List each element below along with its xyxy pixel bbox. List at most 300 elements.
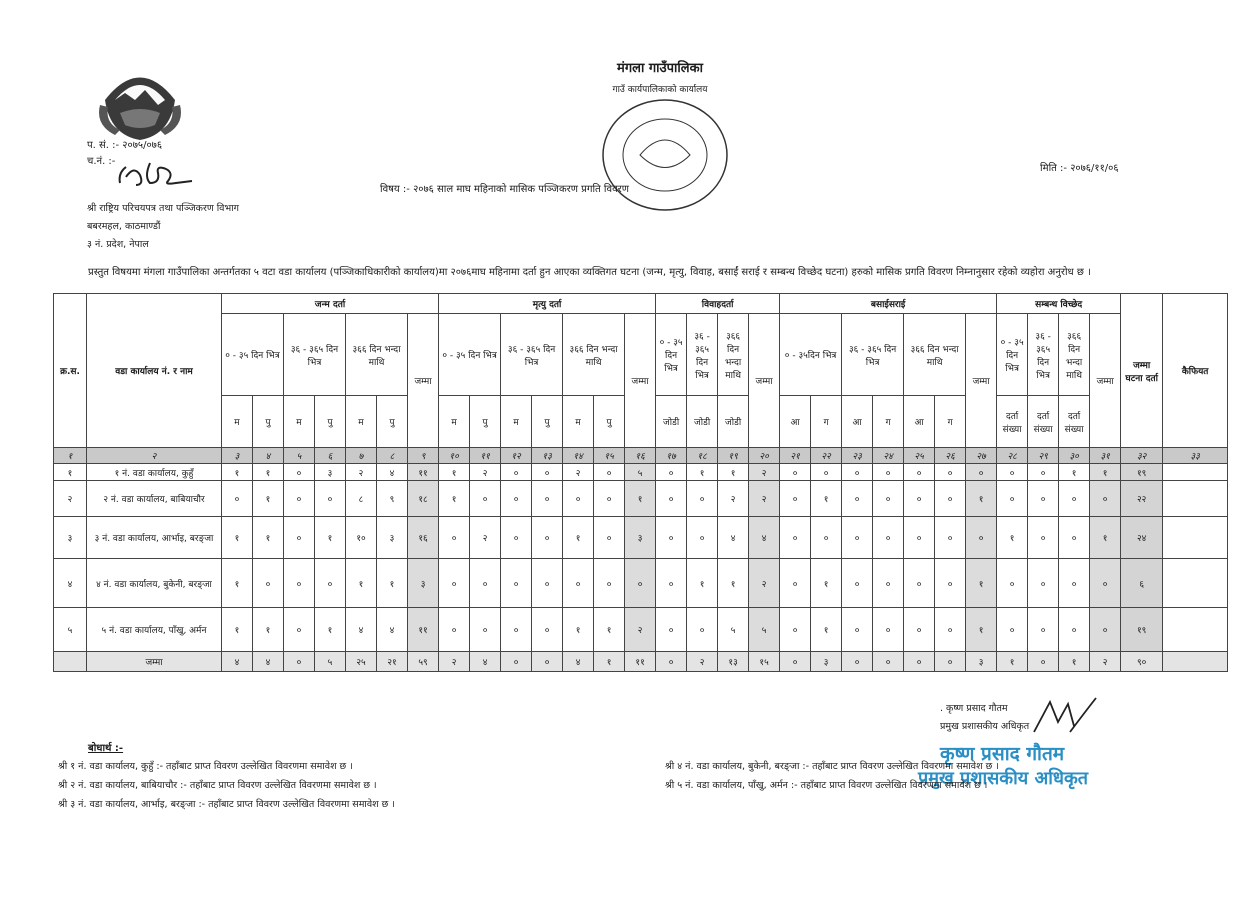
column-index-cell: १३ bbox=[532, 448, 563, 464]
column-index-cell: १२ bbox=[501, 448, 532, 464]
intro-paragraph: प्रस्तुत विषयमा मंगला गाउँपालिका अन्तर्गतका ५ वटा वडा कार्यालय (पञ्जिकाधिकारीको कार्यालय)मा २०७६माघ महिनामा दर्ता हुन आएका व्यक्तिगत घटना (जन्म, मृत्यु, विवाह, बसाईं सराई र सम्बन्ध विच्छेद घटना) हरुको मासिक प्रगति विवरण निम्नानुसार रहेको व्यहोरा अनुरोध छ । bbox=[88, 267, 1091, 278]
period-0-35: ० - ३५दिन भित्र bbox=[780, 314, 842, 396]
table-row bbox=[54, 464, 1228, 481]
row-value: ० bbox=[966, 517, 997, 559]
row-ward-name: १ नं. वडा कार्यालय, कुहुँ bbox=[87, 464, 222, 481]
dispatch-number-handwritten bbox=[116, 155, 196, 189]
column-index-cell: २४ bbox=[873, 448, 904, 464]
subject-line: विषय :- २०७६ साल माघ महिनाको मासिक पञ्जिकरण प्रगति विवरण bbox=[380, 184, 629, 195]
row-value: ३ bbox=[408, 559, 439, 608]
total-value: ० bbox=[780, 652, 811, 672]
row-value: १ bbox=[811, 559, 842, 608]
row-value: ० bbox=[904, 559, 935, 608]
period-36-365: ३६ - ३६५ दिन भित्र bbox=[1028, 314, 1059, 396]
row-value: १ bbox=[377, 559, 408, 608]
row-value: २ bbox=[749, 481, 780, 517]
row-remarks bbox=[1163, 464, 1228, 481]
column-index-cell: १९ bbox=[718, 448, 749, 464]
total-value: ० bbox=[532, 652, 563, 672]
row-value: ० bbox=[656, 559, 687, 608]
row-value: १ bbox=[439, 464, 470, 481]
row-value: ० bbox=[439, 559, 470, 608]
row-value: १ bbox=[966, 559, 997, 608]
row-value: ० bbox=[873, 464, 904, 481]
total-value: २१ bbox=[377, 652, 408, 672]
column-index-cell: १८ bbox=[687, 448, 718, 464]
ref-number: प. सं. :- २०७५/०७६ bbox=[87, 140, 163, 151]
row-sn: १ bbox=[54, 464, 87, 481]
government-emblem bbox=[90, 55, 190, 145]
row-value: ० bbox=[780, 481, 811, 517]
total-row-label: जम्मा bbox=[87, 652, 222, 672]
table-row bbox=[54, 517, 1228, 559]
total-value: ० bbox=[656, 652, 687, 672]
column-index-cell: २२ bbox=[811, 448, 842, 464]
header-ward: वडा कार्यालय नं. र नाम bbox=[87, 294, 222, 448]
notes-right bbox=[665, 757, 999, 795]
row-value: १ bbox=[439, 481, 470, 517]
row-value: ० bbox=[873, 608, 904, 652]
row-value: ० bbox=[842, 481, 873, 517]
row-value: ० bbox=[904, 481, 935, 517]
row-value: १ bbox=[687, 464, 718, 481]
row-value: ० bbox=[532, 608, 563, 652]
period-366-plus: ३६६ दिन भन्दा माथि bbox=[346, 314, 408, 396]
row-value: १ bbox=[346, 559, 377, 608]
header-divorce: सम्बन्ध विच्छेद bbox=[997, 294, 1121, 314]
row-value: ० bbox=[811, 517, 842, 559]
row-value: ० bbox=[532, 481, 563, 517]
row-value: ० bbox=[1028, 464, 1059, 481]
period-0-35: ० - ३५ दिन भित्र bbox=[656, 314, 687, 396]
row-value: १ bbox=[253, 481, 284, 517]
row-value: ० bbox=[625, 559, 656, 608]
row-value: ० bbox=[532, 464, 563, 481]
row-value: २ bbox=[470, 517, 501, 559]
row-sn: ३ bbox=[54, 517, 87, 559]
row-grand-total: २२ bbox=[1121, 481, 1163, 517]
dispatch-number: च.नं. :- bbox=[87, 156, 116, 167]
row-grand-total: १९ bbox=[1121, 464, 1163, 481]
row-value: ० bbox=[873, 559, 904, 608]
signatory-name: . कृष्ण प्रसाद गौतम bbox=[940, 703, 1008, 714]
row-value: ० bbox=[904, 517, 935, 559]
total-row bbox=[54, 652, 1228, 672]
header-remarks: कैफियत bbox=[1163, 294, 1228, 448]
row-value: १८ bbox=[408, 481, 439, 517]
sub-male: म bbox=[222, 396, 253, 448]
row-value: ० bbox=[780, 464, 811, 481]
column-index-cell: ६ bbox=[315, 448, 346, 464]
period-36-365: ३६ - ३६५ दिन भित्र bbox=[284, 314, 346, 396]
row-value: ५ bbox=[625, 464, 656, 481]
row-value: ० bbox=[873, 517, 904, 559]
sub-g: ग bbox=[935, 396, 966, 448]
row-value: १ bbox=[811, 608, 842, 652]
note-line: श्री २ नं. वडा कार्यालय, बाबियाचौर :- तहाँबाट प्राप्त विवरण उल्लेखित विवरणमा समावेश छ । bbox=[58, 780, 377, 791]
row-value: ० bbox=[1028, 608, 1059, 652]
row-remarks bbox=[1163, 559, 1228, 608]
row-value: ० bbox=[780, 608, 811, 652]
column-index-cell: ३३ bbox=[1163, 448, 1228, 464]
sub-male: म bbox=[501, 396, 532, 448]
row-value: ० bbox=[842, 608, 873, 652]
total-value: ० bbox=[904, 652, 935, 672]
row-value: ४ bbox=[346, 608, 377, 652]
row-value: ० bbox=[687, 517, 718, 559]
column-index-cell: १४ bbox=[563, 448, 594, 464]
office-seal bbox=[590, 95, 740, 225]
row-value: ० bbox=[222, 481, 253, 517]
row-value: ० bbox=[904, 608, 935, 652]
period-366-plus: ३६६ दिन भन्दा माथि bbox=[563, 314, 625, 396]
period-366-plus: ३६६ दिन भन्दा माथि bbox=[718, 314, 749, 396]
row-value: १ bbox=[966, 608, 997, 652]
total-value: ० bbox=[935, 652, 966, 672]
row-value: ० bbox=[656, 481, 687, 517]
row-value: १ bbox=[811, 481, 842, 517]
row-value: ० bbox=[315, 481, 346, 517]
column-index-cell: ८ bbox=[377, 448, 408, 464]
row-value: २ bbox=[749, 464, 780, 481]
row-value: ० bbox=[563, 481, 594, 517]
row-value: ० bbox=[780, 559, 811, 608]
row-grand-total: ६ bbox=[1121, 559, 1163, 608]
sub-male: म bbox=[563, 396, 594, 448]
note-title: बोधार्थ :- bbox=[88, 743, 124, 754]
row-value: ० bbox=[1028, 517, 1059, 559]
signature-mark bbox=[1030, 692, 1100, 740]
row-value: ४ bbox=[377, 464, 408, 481]
total-value: ९० bbox=[1121, 652, 1163, 672]
total-value: ५ bbox=[315, 652, 346, 672]
row-value: १ bbox=[222, 608, 253, 652]
header-grand-total: जम्मा घटना दर्ता bbox=[1121, 294, 1163, 448]
office-title: मंगला गाउँपालिका bbox=[617, 61, 703, 76]
row-value: ० bbox=[1090, 559, 1121, 608]
row-value: ० bbox=[1028, 559, 1059, 608]
table-row bbox=[54, 608, 1228, 652]
total-value: ३ bbox=[811, 652, 842, 672]
row-value: १ bbox=[315, 608, 346, 652]
row-value: ० bbox=[842, 517, 873, 559]
total-value: १३ bbox=[718, 652, 749, 672]
sub-male: म bbox=[346, 396, 377, 448]
sub-a: आ bbox=[842, 396, 873, 448]
row-value: ० bbox=[284, 517, 315, 559]
total-value: २ bbox=[1090, 652, 1121, 672]
office-subtitle: गाउँ कार्यपालिकाको कार्यालय bbox=[612, 85, 708, 95]
row-value: १ bbox=[687, 559, 718, 608]
blue-stamp-name: कृष्ण प्रसाद गौतम bbox=[940, 743, 1065, 765]
row-value: ० bbox=[439, 517, 470, 559]
column-index-cell: ४ bbox=[253, 448, 284, 464]
row-value: ० bbox=[935, 559, 966, 608]
marriage-total-header: जम्मा bbox=[749, 314, 780, 448]
row-value: ० bbox=[1028, 481, 1059, 517]
sub-g: ग bbox=[811, 396, 842, 448]
row-value: ११ bbox=[408, 464, 439, 481]
note-line: श्री १ नं. वडा कार्यालय, कुहुँ :- तहाँबाट प्राप्त विवरण उल्लेखित विवरणमा समावेश छ । bbox=[58, 761, 353, 772]
row-value: ० bbox=[935, 608, 966, 652]
period-36-365: ३६ - ३६५ दिन भित्र bbox=[687, 314, 718, 396]
sub-count: दर्ता संख्या bbox=[1059, 396, 1090, 448]
total-value: १ bbox=[1059, 652, 1090, 672]
row-value: ३ bbox=[315, 464, 346, 481]
row-value: ४ bbox=[749, 517, 780, 559]
column-index-cell: १ bbox=[54, 448, 87, 464]
row-ward-name: ४ नं. वडा कार्यालय, बुकेनी, बरङ्जा bbox=[87, 559, 222, 608]
total-value: २ bbox=[687, 652, 718, 672]
row-value: ० bbox=[656, 608, 687, 652]
column-index-cell: ७ bbox=[346, 448, 377, 464]
row-value: ३ bbox=[625, 517, 656, 559]
recipient-line: ३ नं. प्रदेश, नेपाल bbox=[87, 239, 149, 250]
period-0-35: ० - ३५ दिन भित्र bbox=[997, 314, 1028, 396]
row-value: १ bbox=[222, 559, 253, 608]
column-index-cell: १६ bbox=[625, 448, 656, 464]
row-value: ९ bbox=[377, 481, 408, 517]
row-value: ० bbox=[532, 517, 563, 559]
row-value: ० bbox=[966, 464, 997, 481]
sub-couple: जोडी bbox=[687, 396, 718, 448]
row-value: १ bbox=[718, 559, 749, 608]
column-index-cell: २० bbox=[749, 448, 780, 464]
row-value: ० bbox=[1059, 517, 1090, 559]
row-ward-name: ३ नं. वडा कार्यालय, आर्भाइ, बरङ्जा bbox=[87, 517, 222, 559]
row-value: ० bbox=[501, 559, 532, 608]
sub-male: म bbox=[284, 396, 315, 448]
row-sn: ५ bbox=[54, 608, 87, 652]
row-value: ० bbox=[253, 559, 284, 608]
column-index-row bbox=[54, 448, 1228, 464]
row-ward-name: २ नं. वडा कार्यालय, बाबियाचौर bbox=[87, 481, 222, 517]
row-value: ० bbox=[1059, 559, 1090, 608]
sub-female: पु bbox=[377, 396, 408, 448]
column-index-cell: २ bbox=[87, 448, 222, 464]
row-value: ० bbox=[687, 481, 718, 517]
row-value: ० bbox=[594, 464, 625, 481]
period-366-plus: ३६६ दिन भन्दा माथि bbox=[904, 314, 966, 396]
row-grand-total: १९ bbox=[1121, 608, 1163, 652]
row-value: ० bbox=[997, 464, 1028, 481]
recipient-line: बबरमहल, काठमाण्डौं bbox=[87, 221, 161, 232]
row-value: १ bbox=[563, 608, 594, 652]
total-value: १ bbox=[594, 652, 625, 672]
row-value: ० bbox=[997, 559, 1028, 608]
row-value: ० bbox=[439, 608, 470, 652]
row-value: १ bbox=[625, 481, 656, 517]
row-value: ० bbox=[284, 481, 315, 517]
row-value: १ bbox=[594, 608, 625, 652]
row-value: २ bbox=[346, 464, 377, 481]
migration-total-header: जम्मा bbox=[966, 314, 997, 448]
header-marriage: विवाहदर्ता bbox=[656, 294, 780, 314]
sub-female: पु bbox=[315, 396, 346, 448]
row-value: १ bbox=[1090, 464, 1121, 481]
row-value: १ bbox=[1059, 464, 1090, 481]
row-value: १ bbox=[563, 517, 594, 559]
row-value: ० bbox=[842, 559, 873, 608]
row-remarks bbox=[1163, 481, 1228, 517]
row-value: ४ bbox=[377, 608, 408, 652]
note-line: श्री ४ नं. वडा कार्यालय, बुकेनी, बरङ्जा :- तहाँबाट प्राप्त विवरण उल्लेखित विवरणमा समावेश छ । bbox=[665, 761, 999, 772]
column-index-cell: १५ bbox=[594, 448, 625, 464]
row-value: ० bbox=[935, 464, 966, 481]
row-value: १ bbox=[222, 464, 253, 481]
column-index-cell: ३२ bbox=[1121, 448, 1163, 464]
total-value: ३ bbox=[966, 652, 997, 672]
period-0-35: ० - ३५ दिन भित्र bbox=[222, 314, 284, 396]
row-value: १ bbox=[222, 517, 253, 559]
sub-female: पु bbox=[532, 396, 563, 448]
total-value: १५ bbox=[749, 652, 780, 672]
row-value: ० bbox=[1090, 481, 1121, 517]
row-ward-name: ५ नं. वडा कार्यालय, पाँखु, अर्मन bbox=[87, 608, 222, 652]
row-value: ० bbox=[315, 559, 346, 608]
row-value: ५ bbox=[718, 608, 749, 652]
total-value: ४ bbox=[253, 652, 284, 672]
row-value: २ bbox=[718, 481, 749, 517]
row-value: ० bbox=[904, 464, 935, 481]
row-value: ० bbox=[501, 481, 532, 517]
table-row bbox=[54, 481, 1228, 517]
row-value: ० bbox=[873, 481, 904, 517]
row-value: ० bbox=[656, 517, 687, 559]
row-value: १६ bbox=[408, 517, 439, 559]
row-value: ० bbox=[532, 559, 563, 608]
total-value: ४ bbox=[222, 652, 253, 672]
total-value: ४ bbox=[563, 652, 594, 672]
row-value: ० bbox=[594, 559, 625, 608]
header-death: मृत्यु दर्ता bbox=[439, 294, 656, 314]
note-line: श्री ३ नं. वडा कार्यालय, आर्भाइ, बरङ्जा :- तहाँबाट प्राप्त विवरण उल्लेखित विवरणमा समावेश छ । bbox=[58, 799, 395, 810]
sub-a: आ bbox=[780, 396, 811, 448]
row-value: ० bbox=[594, 481, 625, 517]
row-value: ४ bbox=[718, 517, 749, 559]
row-value: २ bbox=[749, 559, 780, 608]
row-value: ० bbox=[935, 481, 966, 517]
sub-g: ग bbox=[873, 396, 904, 448]
column-index-cell: ११ bbox=[470, 448, 501, 464]
total-value: ० bbox=[873, 652, 904, 672]
signatory-block bbox=[940, 700, 1029, 736]
total-value: ० bbox=[842, 652, 873, 672]
divorce-total-header: जम्मा bbox=[1090, 314, 1121, 448]
total-row-sn bbox=[54, 652, 87, 672]
sub-a: आ bbox=[904, 396, 935, 448]
total-remarks bbox=[1163, 652, 1228, 672]
column-index-cell: २९ bbox=[1028, 448, 1059, 464]
column-index-cell: ३० bbox=[1059, 448, 1090, 464]
row-value: ० bbox=[501, 464, 532, 481]
row-grand-total: २४ bbox=[1121, 517, 1163, 559]
total-value: ११ bbox=[625, 652, 656, 672]
row-value: ० bbox=[780, 517, 811, 559]
row-value: ० bbox=[594, 517, 625, 559]
row-value: ० bbox=[687, 608, 718, 652]
row-value: ० bbox=[842, 464, 873, 481]
column-index-cell: ९ bbox=[408, 448, 439, 464]
sub-count: दर्ता संख्या bbox=[997, 396, 1028, 448]
header-sn: क्र.स. bbox=[54, 294, 87, 448]
header-migration: बसाईसराई bbox=[780, 294, 997, 314]
row-value: ० bbox=[997, 608, 1028, 652]
row-value: २ bbox=[563, 464, 594, 481]
row-sn: ४ bbox=[54, 559, 87, 608]
row-value: ० bbox=[284, 464, 315, 481]
row-remarks bbox=[1163, 517, 1228, 559]
recipient-line: श्री राष्ट्रिय परिचयपत्र तथा पञ्जिकरण विभाग bbox=[87, 203, 239, 214]
row-value: ८ bbox=[346, 481, 377, 517]
signatory-title: प्रमुख प्रशासकीय अधिकृत bbox=[940, 721, 1030, 732]
column-index-cell: २५ bbox=[904, 448, 935, 464]
row-value: ० bbox=[1090, 608, 1121, 652]
sub-couple: जोडी bbox=[718, 396, 749, 448]
row-value: ० bbox=[501, 608, 532, 652]
total-value: ० bbox=[501, 652, 532, 672]
progress-report-table bbox=[53, 293, 1228, 672]
sub-couple: जोडी bbox=[656, 396, 687, 448]
header-birth: जन्म दर्ता bbox=[222, 294, 439, 314]
sub-female: पु bbox=[470, 396, 501, 448]
row-value: १० bbox=[346, 517, 377, 559]
row-value: ० bbox=[1059, 481, 1090, 517]
period-36-365: ३६ - ३६५ दिन भित्र bbox=[501, 314, 563, 396]
column-index-cell: २६ bbox=[935, 448, 966, 464]
row-value: ३ bbox=[377, 517, 408, 559]
row-value: १ bbox=[253, 517, 284, 559]
column-index-cell: २३ bbox=[842, 448, 873, 464]
total-value: ० bbox=[284, 652, 315, 672]
period-0-35: ० - ३५ दिन भित्र bbox=[439, 314, 501, 396]
row-value: ११ bbox=[408, 608, 439, 652]
row-value: ० bbox=[284, 559, 315, 608]
row-remarks bbox=[1163, 608, 1228, 652]
notes-left bbox=[58, 757, 395, 814]
row-value: ० bbox=[656, 464, 687, 481]
row-value: १ bbox=[253, 464, 284, 481]
row-value: ० bbox=[935, 517, 966, 559]
row-value: ० bbox=[563, 559, 594, 608]
row-value: १ bbox=[997, 517, 1028, 559]
row-value: २ bbox=[470, 464, 501, 481]
row-value: २ bbox=[625, 608, 656, 652]
column-index-cell: १० bbox=[439, 448, 470, 464]
row-value: १ bbox=[253, 608, 284, 652]
sub-female: पु bbox=[253, 396, 284, 448]
sub-female: पु bbox=[594, 396, 625, 448]
total-value: २ bbox=[439, 652, 470, 672]
note-line: श्री ५ नं. वडा कार्यालय, पाँखु, अर्मन :- तहाँबाट प्राप्त विवरण उल्लेखित विवरणमा समावेश छ । bbox=[665, 780, 988, 791]
recipient-block bbox=[87, 200, 239, 254]
total-value: ० bbox=[1028, 652, 1059, 672]
row-value: १ bbox=[966, 481, 997, 517]
total-value: ५९ bbox=[408, 652, 439, 672]
row-value: १ bbox=[315, 517, 346, 559]
row-value: ० bbox=[470, 559, 501, 608]
row-value: ० bbox=[501, 517, 532, 559]
column-index-cell: ३१ bbox=[1090, 448, 1121, 464]
row-value: ० bbox=[1059, 608, 1090, 652]
row-value: ० bbox=[470, 481, 501, 517]
column-index-cell: ३ bbox=[222, 448, 253, 464]
sub-count: दर्ता संख्या bbox=[1028, 396, 1059, 448]
blue-stamp-title: प्रमुख प्रशासकीय अधिकृत bbox=[918, 768, 1089, 789]
row-value: ० bbox=[284, 608, 315, 652]
column-index-cell: २८ bbox=[997, 448, 1028, 464]
column-index-cell: २१ bbox=[780, 448, 811, 464]
